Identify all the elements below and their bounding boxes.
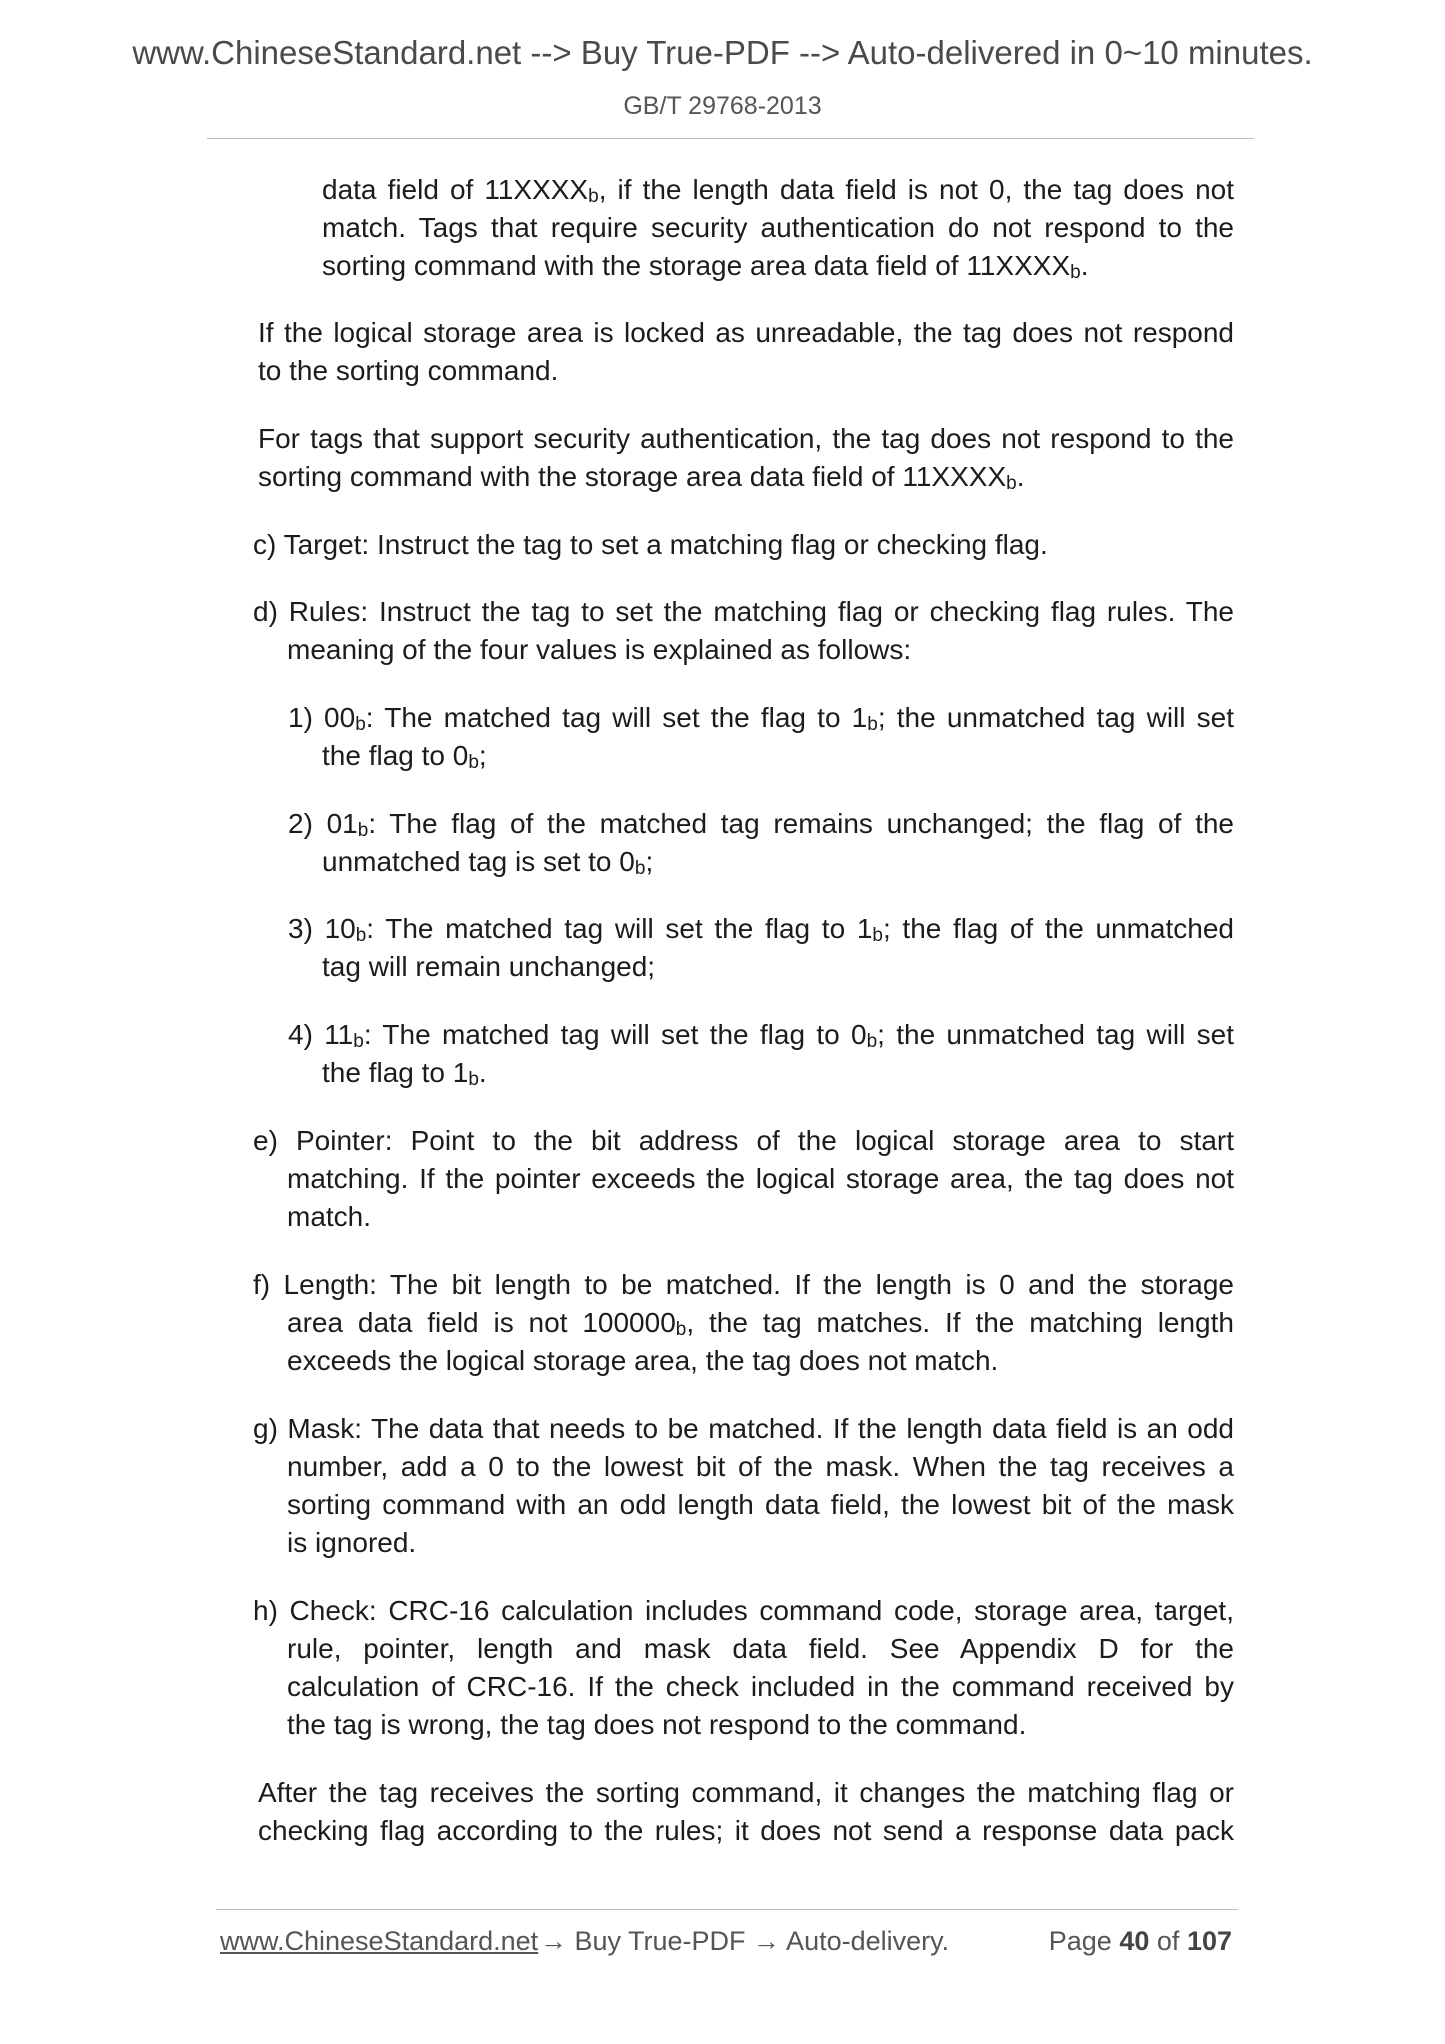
footer-delivery-text: → Buy True-PDF → Auto-delivery. — [540, 1926, 950, 1956]
text-line: number, add a 0 to the lowest bit of the mask. When the tag receives a — [287, 1451, 1234, 1482]
paragraph-continuation — [322, 171, 1234, 285]
text-line: calculation of CRC-16. If the check included in the command received by — [287, 1671, 1234, 1702]
text-line: sorting command with an odd length data field, the lowest bit of the mask — [287, 1489, 1234, 1520]
text-line: rule, pointer, length and mask data field. See Appendix D for the — [287, 1633, 1234, 1664]
paragraph-after-sorting — [258, 1774, 1234, 1850]
rule-item-00 — [288, 699, 1234, 775]
paragraph-locked-area — [258, 314, 1234, 390]
list-item-length — [253, 1266, 1234, 1380]
current-page: 40 — [1119, 1926, 1150, 1956]
footer-divider — [216, 1909, 1238, 1910]
list-item-rules — [253, 593, 1234, 669]
text-line: For tags that support security authentication, the tag does not respond to the — [258, 423, 1234, 454]
text-line: h) Check: CRC-16 calculation includes command code, storage area, target, — [253, 1595, 1234, 1626]
text-line: sorting command with the storage area data field of $11XXXX_b$. — [322, 250, 1089, 283]
text-line: is ignored. — [287, 1527, 417, 1558]
header-banner[interactable]: www.ChineseStandard.net --> Buy True-PDF --> Auto-delivered in 0~10 minutes. — [132, 34, 1313, 71]
list-item-mask — [253, 1410, 1234, 1562]
text-line: 3) $10_b$: The matched tag will set the flag to $1_b$; the flag of the unmatched — [288, 913, 1234, 946]
text-line: unmatched tag is set to $0_b$; — [322, 846, 654, 879]
text-line: If the logical storage area is locked as unreadable, the tag does not respond — [258, 317, 1234, 348]
total-pages: 107 — [1186, 1926, 1232, 1956]
footer-site-link[interactable]: www.ChineseStandard.net — [220, 1926, 539, 1956]
page-number: Page 40 of 107 — [1048, 1926, 1232, 1956]
paragraph-security-auth — [258, 420, 1234, 496]
text-line: match. Tags that require security authentication do not respond to the — [322, 212, 1234, 243]
text-line: e) Pointer: Point to the bit address of the logical storage area to start — [253, 1125, 1234, 1156]
text-line: to the sorting command. — [258, 355, 559, 386]
text-line: 2) $01_b$: The flag of the matched tag remains unchanged; the flag of the — [288, 808, 1234, 841]
text-line: area data field is not $100000_b$, the tag matches. If the matching length — [287, 1307, 1234, 1340]
list-item-pointer — [253, 1122, 1234, 1236]
rule-item-01 — [288, 805, 1234, 881]
text-line: exceeds the logical storage area, the tag does not match. — [287, 1345, 999, 1376]
text-line: g) Mask: The data that needs to be matched. If the length data field is an odd — [253, 1413, 1234, 1444]
text-line: 4) $11_b$: The matched tag will set the flag to $0_b$; the unmatched tag will set — [288, 1019, 1235, 1052]
text-line: 1) $00_b$: The matched tag will set the flag to $1_b$; the unmatched tag will set — [288, 702, 1235, 735]
rule-item-11 — [288, 1016, 1234, 1092]
text-line: After the tag receives the sorting command, it changes the matching flag or — [258, 1777, 1234, 1808]
text-line: f) Length: The bit length to be matched. If the length is 0 and the storage — [253, 1269, 1234, 1300]
rule-item-10 — [288, 910, 1234, 986]
page-footer — [220, 1926, 1232, 1966]
standard-code: GB/T 29768-2013 — [623, 92, 822, 120]
text-line: tag will remain unchanged; — [322, 951, 656, 982]
list-item-check — [253, 1592, 1234, 1744]
text-line: checking flag according to the rules; it does not send a response data pack — [258, 1815, 1234, 1846]
text-line: sorting command with the storage area data field of $11XXXX_b$. — [258, 461, 1025, 494]
text-line: data field of $11XXXX_b$, if the length data field is not 0, the tag does not — [322, 174, 1234, 207]
text-line: the flag to $0_b$; — [322, 740, 487, 773]
text-line: the flag to $1_b$. — [322, 1057, 487, 1090]
text-line: matching. If the pointer exceeds the logical storage area, the tag does not — [287, 1163, 1234, 1194]
list-item-target — [253, 526, 1234, 564]
text-line: the tag is wrong, the tag does not respond to the command. — [287, 1709, 1027, 1740]
text-line: c) Target: Instruct the tag to set a matching flag or checking flag. — [253, 529, 1048, 560]
text-line: match. — [287, 1201, 372, 1232]
text-line: meaning of the four values is explained as follows: — [287, 634, 912, 665]
text-line: d) Rules: Instruct the tag to set the matching flag or checking flag rules. The — [253, 596, 1234, 627]
